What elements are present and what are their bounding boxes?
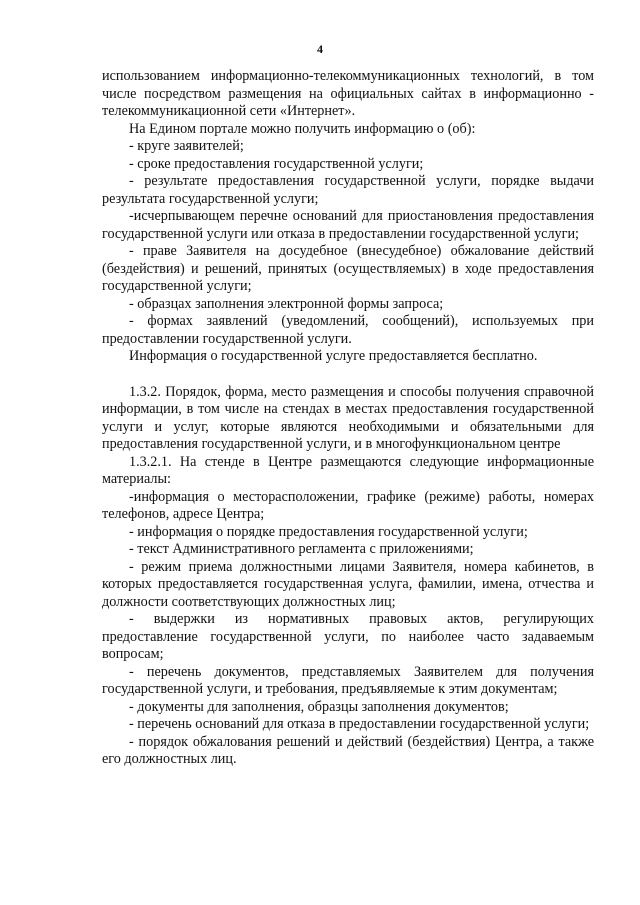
paragraph: - круге заявителей; bbox=[129, 138, 244, 154]
paragraph: - праве Заявителя на досудебное (внесудебное) обжалование действий (бездействия) и решений, принятых (осуществляемых) в ходе предоставления государственной услуги; bbox=[102, 243, 594, 294]
section-gap bbox=[102, 366, 594, 384]
paragraph: - перечень оснований для отказа в предоставлении государственной услуги; bbox=[129, 716, 590, 732]
paragraph: 1.3.2. Порядок, форма, место размещения и способы получения справочной информации, в том числе на стендах в местах предоставления государственной услуги и услуг, которые являются необходимыми и обязательными для предоставления государственной услуги, и в многофункциональном центре bbox=[102, 383, 594, 452]
paragraph: - текст Административного регламента с приложениями; bbox=[129, 541, 474, 557]
paragraph: - результате предоставления государственной услуги, порядке выдачи результата государственной услуги; bbox=[102, 173, 594, 207]
paragraph: - сроке предоставления государственной услуги; bbox=[129, 155, 424, 172]
paragraph: Информация о государственной услуге предоставляется бесплатно. bbox=[129, 348, 538, 364]
paragraph: На Едином портале можно получить информацию о (об): bbox=[129, 120, 476, 137]
info-portal-section bbox=[102, 68, 594, 366]
paragraph: - образцах заполнения электронной формы запроса; bbox=[129, 295, 444, 312]
paragraph: -информация о месторасположении, графике (режиме) работы, номерах телефонов, адресе Центра; bbox=[102, 488, 594, 522]
document-body bbox=[102, 68, 594, 769]
paragraph: использованием информационно-телекоммуникационных технологий, в том числе посредством размещения на официальных сайтах в информационно - телекоммуникационной сети «Интернет». bbox=[102, 68, 594, 119]
page-number: 4 bbox=[317, 42, 323, 56]
paragraph: - формах заявлений (уведомлений, сообщений), используемых при предоставлении государственной услуги. bbox=[102, 313, 594, 347]
paragraph: - порядок обжалования решений и действий (бездействия) Центра, а также его должностных лиц. bbox=[102, 733, 594, 767]
paragraph: 1.3.2.1. На стенде в Центре размещаются следующие информационные материалы: bbox=[102, 453, 594, 487]
paragraph: - режим приема должностными лицами Заявителя, номера кабинетов, в которых предоставляется государственная услуга, фамилии, имена, отчества и должности соответствующих должностных лиц; bbox=[102, 558, 594, 610]
paragraph: - выдержки из нормативных правовых актов, регулирующих предоставление государственной услуги, по наиболее часто задаваемым вопросам; bbox=[102, 611, 594, 662]
paragraph: - информация о порядке предоставления государственной услуги; bbox=[129, 523, 528, 540]
paragraph: -исчерпывающем перечне оснований для приостановления предоставления государственной услуги или отказа в предоставлении государственной услуги; bbox=[102, 208, 594, 242]
paragraph: - перечень документов, представляемых Заявителем для получения государственной услуги, и требования, предъявляемые к этим документам; bbox=[102, 663, 594, 697]
info-stand-section bbox=[102, 384, 594, 769]
paragraph: - документы для заполнения, образцы заполнения документов; bbox=[129, 698, 509, 715]
